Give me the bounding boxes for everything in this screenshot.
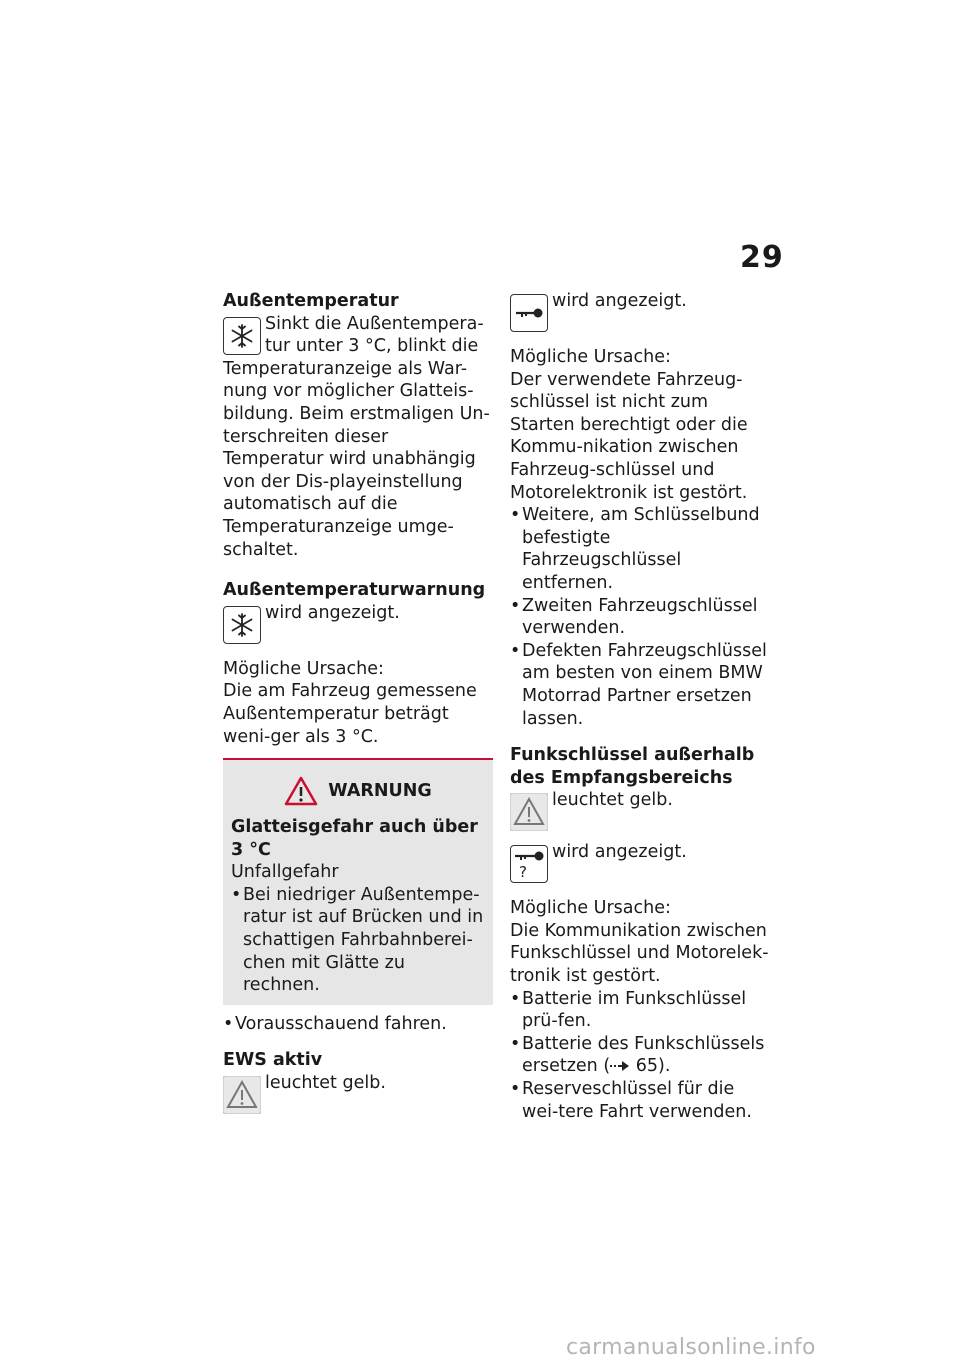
section-title-outside-temperature: Außentemperatur [223,291,399,311]
watermark: carmanualsonline.info [566,1335,816,1360]
list-item: • Batterie im Funkschlüssel prü-fen. [510,988,775,1033]
list-item-text: Reserveschlüssel für die wei-tere Fahrt verwenden. [522,1079,752,1122]
cause-text: Die Kommunikation zwischen Funkschlüssel und Motorelek-tronik ist gestört. [510,920,769,987]
list-item: • Weitere, am Schlüsselbund befestigte Fahrzeugschlüssel entfernen. [510,504,775,594]
outside-temp-text: Temperaturanzeige als War-nung vor möglicher Glatteis-bildung. Beim erstmaligen Un-terschreiten dieser Temperatur wird unabhängig von der Dis-playeinstellung automatisch auf die Temperaturanzeige umge-schaltet. [223,358,490,560]
warning-box [223,758,493,1005]
list-item-text: Zweiten Fahrzeugschlüssel verwenden. [522,595,758,639]
temp-warning-icon-row [223,602,493,644]
outside-temp-icon-row [223,313,493,358]
list-item: • Defekten Fahrzeugschlüssel am besten von einem BMW Motorrad Partner ersetzen lassen. [510,640,775,730]
list-item-text-part: ). [658,1056,671,1077]
snowflake-icon [223,317,261,355]
section-title-ews: EWS aktiv [223,1050,323,1071]
warning-triangle-icon [510,793,548,831]
page-reference-arrow-icon [610,1060,630,1072]
key-icon-row [510,290,775,332]
left-column [223,290,493,1114]
list-item-text: Weitere, am Schlüsselbund befestigte Fahrzeugschlüssel entfernen. [522,505,760,593]
warning-heading [231,776,485,806]
page-reference-link[interactable]: 65 [635,1056,659,1077]
warning-bullet: • Bei niedriger Außentempe-ratur ist auf Brücken und in schattigen Fahrbahnberei-chen mit Glätte zu rechnen. [231,884,484,996]
action-bullet: • Vorausschauend fahren. [223,1013,447,1034]
key-question-icon [510,845,548,883]
remote-key-warning-row [510,789,775,831]
snowflake-icon [223,606,261,644]
temp-warning-icon-text: wird angezeigt. [265,602,400,623]
cause-label: Mögliche Ursache: [510,898,671,919]
warning-bullet-text: Bei niedriger Außentempe-ratur ist auf Brücken und in schattigen Fahrbahnberei-chen mit Glätte zu rechnen. [243,884,484,996]
list-item-text: Batterie im Funkschlüssel prü-fen. [522,988,747,1032]
outside-temp-icon-text: Sinkt die Außentempera-tur unter 3 °C, blinkt die [265,313,484,357]
cause-text: Der verwendete Fahrzeug-schlüssel ist nicht zum Starten berechtigt oder die Kommu-nikation zwischen Fahrzeug-schlüssel und Motorelektronik ist gestört. [510,369,748,503]
page-number: 29 [740,240,784,275]
list-item: • Zweiten Fahrzeugschlüssel verwenden. [510,595,775,640]
cause-text: Die am Fahrzeug gemessene Außentemperatur beträgt weni-ger als 3 °C. [223,681,477,747]
list-item: • Reserveschlüssel für die wei-tere Fahrt verwenden. [510,1078,775,1123]
ews-icon-row [223,1072,493,1114]
list-item-text-part: Batterie des Funkschlüssels ersetzen ( [522,1033,765,1077]
remote-key-warning-text: leuchtet gelb. [552,790,673,811]
warning-title: Glatteisgefahr auch über 3 °C [231,817,478,860]
key-icon-text: wird angezeigt. [552,291,687,311]
key-question-text: wird angezeigt. [552,842,687,863]
ews-icon-text: leuchtet gelb. [265,1073,386,1094]
action-text: Vorausschauend fahren. [235,1013,447,1034]
list-item: • Batterie des Funkschlüssels ersetzen ( 65). [510,1033,775,1078]
warning-subtitle: Unfallgefahr [231,862,339,883]
svg-text:?: ? [519,863,527,880]
cause-label: Mögliche Ursache: [223,658,384,679]
cause-label: Mögliche Ursache: [510,347,671,367]
warning-triangle-icon [223,1076,261,1114]
section-title-remote-key: Funkschlüssel außerhalb des Empfangsbereichs [510,745,755,788]
key-question-row [510,841,775,883]
key-icon [510,294,548,332]
list-item-text [522,1033,775,1078]
section-title-outside-temp-warning: Außentemperaturwarnung [223,580,486,601]
warning-triangle-icon [284,776,318,806]
warning-heading-text: WARNUNG [328,780,432,801]
list-item-text: Defekten Fahrzeugschlüssel am besten von einem BMW Motorrad Partner ersetzen lassen. [522,640,767,729]
right-column [510,290,775,1123]
